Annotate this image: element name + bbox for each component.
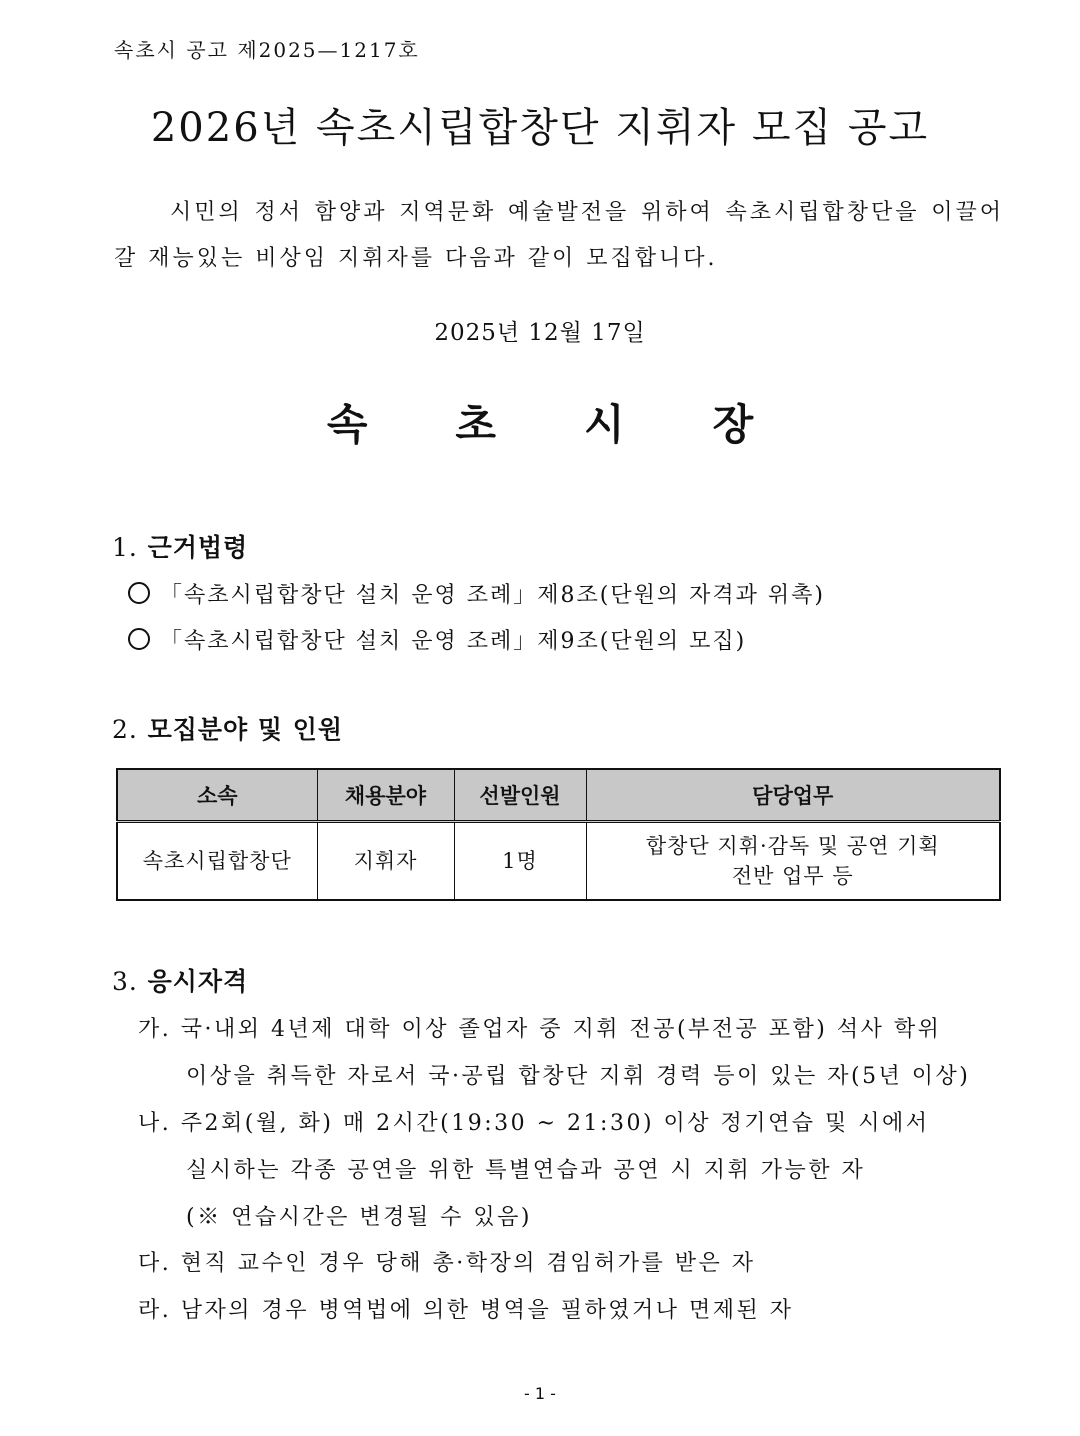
section-title: 근거법령 bbox=[147, 533, 249, 562]
table-cell-count: 1명 bbox=[454, 822, 586, 901]
page-title: 2026년 속초시립합창단 지휘자 모집 공고 bbox=[150, 105, 930, 151]
issuer-char: 속 bbox=[326, 400, 368, 449]
table-row bbox=[117, 822, 1000, 901]
qualification-item: 다. 현직 교수인 경우 당해 총·학장의 겸임허가를 받은 자 bbox=[138, 1251, 756, 1276]
issuer bbox=[0, 392, 1080, 452]
issuer-char: 시 bbox=[584, 400, 625, 449]
issuer-char: 장 bbox=[712, 400, 754, 449]
qualification-item: 라. 남자의 경우 병역법에 의한 병역을 필하였거나 면제된 자 bbox=[138, 1298, 794, 1323]
section-heading-qualifications bbox=[112, 962, 248, 998]
qualification-item: 나. 주2회(월, 화) 매 2시간(19:30 ~ 21:30) 이상 정기연습 및 시에서 bbox=[138, 1111, 930, 1136]
section-title: 응시자격 bbox=[147, 967, 249, 996]
table-header-row bbox=[117, 769, 1000, 822]
duty-line: 전반 업무 등 bbox=[731, 864, 854, 888]
intro-paragraph: 시민의 정서 함양과 지역문화 예술발전을 위하여 속초시립합창단을 이끌어갈 재능있는 비상임 지휘자를 다음과 같이 모집합니다. bbox=[114, 200, 1004, 271]
section-title: 모집분야 및 인원 bbox=[147, 715, 344, 744]
section-number: 3. bbox=[112, 967, 138, 996]
table-header: 담당업무 bbox=[586, 769, 1000, 822]
notice-number: 속초시 공고 제2025—1217호 bbox=[114, 38, 420, 62]
law-item-text: 「속초시립합창단 설치 운영 조례」제8조(단원의 자격과 위촉) bbox=[160, 583, 825, 608]
page-number: - 1 - bbox=[524, 1384, 556, 1403]
law-item-text: 「속초시립합창단 설치 운영 조례」제9조(단원의 모집) bbox=[160, 629, 747, 654]
notice-date: 2025년 12월 17일 bbox=[434, 320, 646, 346]
table-header: 소속 bbox=[117, 769, 317, 822]
law-item bbox=[128, 624, 746, 655]
circle-bullet-icon bbox=[128, 628, 150, 650]
section-number: 2. bbox=[112, 715, 138, 744]
table-header: 채용분야 bbox=[317, 769, 454, 822]
section-number: 1. bbox=[112, 533, 138, 562]
qualification-item-continuation: 이상을 취득한 자로서 국·공립 합창단 지휘 경력 등이 있는 자(5년 이상) bbox=[186, 1064, 971, 1089]
section-heading-recruitment bbox=[112, 710, 343, 746]
table-cell-duty bbox=[586, 822, 1000, 901]
law-item bbox=[128, 578, 825, 609]
circle-bullet-icon bbox=[128, 582, 150, 604]
recruitment-table bbox=[116, 768, 1001, 901]
qualification-note: (※ 연습시간은 변경될 수 있음) bbox=[186, 1205, 532, 1230]
table-header: 선발인원 bbox=[454, 769, 586, 822]
qualification-item-continuation: 실시하는 각종 공연을 위한 특별연습과 공연 시 지휘 가능한 자 bbox=[186, 1158, 866, 1183]
table-cell-affiliation: 속초시립합창단 bbox=[117, 822, 317, 901]
table-cell-field: 지휘자 bbox=[317, 822, 454, 901]
section-heading-legal-basis bbox=[112, 528, 248, 564]
qualification-item: 가. 국·내외 4년제 대학 이상 졸업자 중 지휘 전공(부전공 포함) 석사 학위 bbox=[138, 1017, 942, 1042]
duty-line: 합창단 지휘·감독 및 공연 기획 bbox=[645, 834, 940, 858]
issuer-char: 초 bbox=[455, 400, 496, 449]
